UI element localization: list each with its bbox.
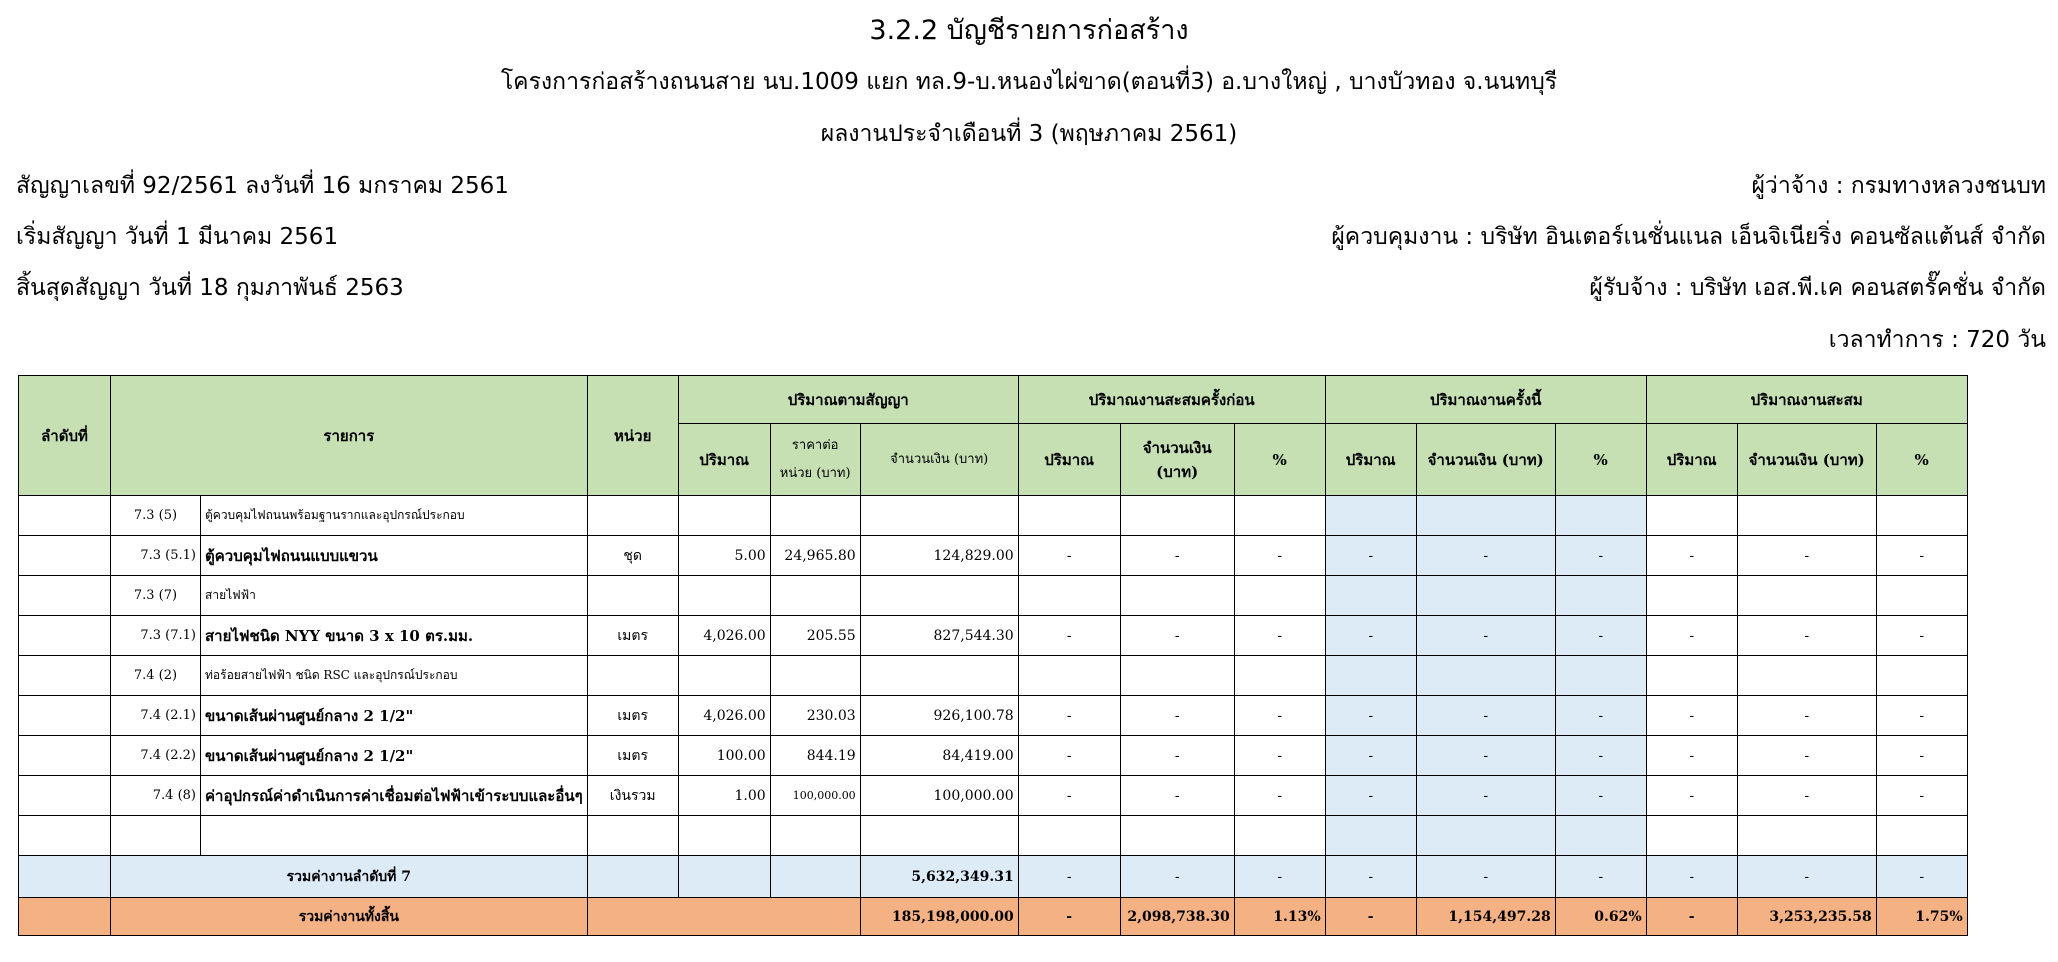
progress-cell: -	[1120, 696, 1234, 736]
bill-of-quantities-table: ลำดับที่ รายการ หน่วย ปริมาณตามสัญญา ปริมาณงานสะสมครั้งก่อน ปริมาณงานครั้งนี้ ปริมาณงานสะสม ปริมาณ ราคาต่อ หน่วย (บาท) จำนวนเงิน (บาท) ปริมาณ จำนวนเงิน (บาท) % ปริมาณ จำนวนเงิน (บาท) % ปริมาณ จำนวนเงิน (บาท) % 7.3 (5) ตู้ควบคุมไฟถนนพร้อมฐานรากและอุปกรณ์ประกอบ 7.3 (5.1) ตู้ควบคุมไฟถนนแบบแขวน ชุด 5.00 24,965.80 124,829.00 - - - - - - - - - 7.3 (7) สายไฟฟ้า 7.3 (7.1) สายไฟชนิด NYY ขนาด 3 x 10 ตร.มม. เมตร 4,026.00 205.55 827,544.30 - - - - - - - - - 7.4 (2) ท่อร้อยสายไฟฟ้า ชนิด RSC และอุปกรณ์ประกอบ 7.4 (2.1) ขนาดเส้นผ่านศูนย์กลาง 2 1/2" เมตร 4,026.00 230.03 926,100.78 - - - - - - - - - 7.4 (2.2) ขนาดเส้นผ่านศูนย์กลาง 2 1/2" เมตร 100.00 844.19 84,419.00 - - - - - - - - - 7.4 (8) ค่าอุปกรณ์ค่าดำเนินการค่าเชื่อมต่อไฟฟ้าเข้าระบบและอื่นๆ เงินรวม 1.00 100,000.00 100,000.00 - - - - - - - - - รวมค่างานลำดับที่ 7 5,632,349.31 - - - - - - - - - รวมค่างานทั้งสิ้น 185,198,000.00 - 2,098,738.30 1.13% - 1,154,497.28 0.62% - 3,253,235.58 1.75%	[18, 375, 1968, 936]
progress-cell: -	[1646, 736, 1737, 776]
progress-cell	[1416, 496, 1555, 536]
progress-cell: -	[1325, 536, 1416, 576]
progress-cell	[1234, 496, 1325, 536]
table-row	[19, 736, 1968, 776]
progress-cell	[1234, 576, 1325, 616]
progress-cell	[1555, 496, 1646, 536]
item-qty	[678, 656, 770, 696]
item-qty: 4,026.00	[678, 616, 770, 656]
progress-cell: -	[1737, 616, 1876, 656]
item-unit	[587, 576, 678, 616]
progress-cell: -	[1737, 736, 1876, 776]
item-amount	[860, 576, 1018, 616]
progress-cell	[1555, 576, 1646, 616]
item-amount: 124,829.00	[860, 536, 1018, 576]
header-qty: ปริมาณ	[1018, 424, 1120, 496]
progress-cell: -	[1876, 696, 1967, 736]
progress-cell	[1234, 656, 1325, 696]
header-unit: หน่วย	[587, 376, 678, 496]
progress-cell	[1325, 576, 1416, 616]
employer: ผู้ว่าจ้าง : กรมทางหลวงชนบท	[1751, 173, 2046, 199]
item-unit	[587, 496, 678, 536]
progress-cell	[1416, 656, 1555, 696]
table-row	[19, 776, 1968, 816]
item-unit-price: 844.19	[770, 736, 860, 776]
item-code: 7.3 (5.1)	[111, 536, 201, 576]
item-qty: 4,026.00	[678, 696, 770, 736]
progress-cell: -	[1646, 696, 1737, 736]
item-description: ท่อร้อยสายไฟฟ้า ชนิด RSC และอุปกรณ์ประกอบ	[201, 656, 588, 696]
progress-cell: -	[1325, 696, 1416, 736]
progress-cell: -	[1876, 616, 1967, 656]
item-code: 7.3 (7)	[111, 576, 201, 616]
progress-cell	[1416, 576, 1555, 616]
header-qty: ปริมาณ	[678, 424, 770, 496]
cumulative-total-amount: 3,253,235.58	[1737, 898, 1876, 936]
item-unit: เมตร	[587, 736, 678, 776]
contract-end: สิ้นสุดสัญญา วันที่ 18 กุมภาพันธ์ 2563	[16, 275, 404, 301]
progress-cell: -	[1325, 736, 1416, 776]
item-unit-price: 24,965.80	[770, 536, 860, 576]
header-amount: จำนวนเงิน (บาท)	[860, 424, 1018, 496]
page-title: 3.2.2 บัญชีรายการก่อสร้าง	[869, 15, 1189, 46]
item-unit-price	[770, 656, 860, 696]
header-contract-qty: ปริมาณตามสัญญา	[678, 376, 1018, 424]
cumulative-total-percent: 1.75%	[1876, 898, 1967, 936]
progress-cell: -	[1416, 776, 1555, 816]
progress-cell: -	[1876, 776, 1967, 816]
subtotal-amount: 5,632,349.31	[860, 856, 1018, 898]
this-period-total-amount: 1,154,497.28	[1416, 898, 1555, 936]
item-code: 7.3 (5)	[111, 496, 201, 536]
item-unit-price: 205.55	[770, 616, 860, 656]
header-unit-price: ราคาต่อ หน่วย (บาท)	[770, 424, 860, 496]
header-amount: จำนวนเงิน (บาท)	[1120, 424, 1234, 496]
progress-cell	[1018, 656, 1120, 696]
item-amount: 84,419.00	[860, 736, 1018, 776]
item-unit: เมตร	[587, 616, 678, 656]
item-amount	[860, 656, 1018, 696]
header-percent: %	[1234, 424, 1325, 496]
item-unit: เงินรวม	[587, 776, 678, 816]
progress-cell: -	[1120, 616, 1234, 656]
progress-cell	[1120, 576, 1234, 616]
progress-cell: -	[1120, 736, 1234, 776]
progress-cell	[1646, 496, 1737, 536]
progress-cell: -	[1416, 696, 1555, 736]
header-previous-cumulative: ปริมาณงานสะสมครั้งก่อน	[1018, 376, 1325, 424]
contractor: ผู้รับจ้าง : บริษัท เอส.พี.เค คอนสตรั๊คชั่น จำกัด	[1589, 275, 2046, 301]
progress-cell: -	[1018, 616, 1120, 656]
progress-cell: -	[1416, 616, 1555, 656]
header-percent: %	[1876, 424, 1967, 496]
item-unit: ชุด	[587, 536, 678, 576]
progress-cell: -	[1325, 616, 1416, 656]
header-amount: จำนวนเงิน (บาท)	[1737, 424, 1876, 496]
item-qty: 100.00	[678, 736, 770, 776]
grand-total-label: รวมค่างานทั้งสิ้น	[111, 898, 588, 936]
item-code: 7.4 (2.1)	[111, 696, 201, 736]
progress-cell: -	[1234, 536, 1325, 576]
table-row	[19, 616, 1968, 656]
progress-cell: -	[1737, 536, 1876, 576]
progress-cell: -	[1234, 776, 1325, 816]
this-period-total-percent: 0.62%	[1555, 898, 1646, 936]
progress-cell	[1018, 576, 1120, 616]
progress-cell: -	[1737, 696, 1876, 736]
contract-start: เริ่มสัญญา วันที่ 1 มีนาคม 2561	[16, 224, 339, 250]
empty-row	[19, 816, 1968, 856]
item-code: 7.4 (2)	[111, 656, 201, 696]
progress-cell: -	[1120, 536, 1234, 576]
table-row	[19, 656, 1968, 696]
progress-cell: -	[1018, 696, 1120, 736]
table-row	[19, 576, 1968, 616]
progress-cell: -	[1325, 776, 1416, 816]
progress-cell	[1646, 656, 1737, 696]
subtotal-label: รวมค่างานลำดับที่ 7	[111, 856, 588, 898]
progress-cell: -	[1018, 736, 1120, 776]
previous-total-amount: 2,098,738.30	[1120, 898, 1234, 936]
progress-cell	[1876, 576, 1967, 616]
progress-cell	[1737, 576, 1876, 616]
item-unit-price: 230.03	[770, 696, 860, 736]
header-qty: ปริมาณ	[1646, 424, 1737, 496]
item-code: 7.3 (7.1)	[111, 616, 201, 656]
progress-cell: -	[1555, 536, 1646, 576]
progress-cell: -	[1416, 536, 1555, 576]
progress-cell: -	[1646, 616, 1737, 656]
report-period: ผลงานประจำเดือนที่ 3 (พฤษภาคม 2561)	[820, 121, 1238, 147]
progress-cell	[1876, 656, 1967, 696]
work-duration: เวลาทำการ : 720 วัน	[1828, 327, 2046, 353]
item-unit-price	[770, 496, 860, 536]
item-description: ตู้ควบคุมไฟถนนพร้อมฐานรากและอุปกรณ์ประกอบ	[201, 496, 588, 536]
item-amount: 926,100.78	[860, 696, 1018, 736]
progress-cell: -	[1234, 616, 1325, 656]
item-description: ขนาดเส้นผ่านศูนย์กลาง 2 1/2"	[201, 696, 588, 736]
header-qty: ปริมาณ	[1325, 424, 1416, 496]
progress-cell: -	[1555, 776, 1646, 816]
header-percent: %	[1555, 424, 1646, 496]
progress-cell: -	[1018, 536, 1120, 576]
progress-cell	[1325, 656, 1416, 696]
item-amount: 100,000.00	[860, 776, 1018, 816]
table-row	[19, 696, 1968, 736]
supervisor: ผู้ควบคุมงาน : บริษัท อินเตอร์เนชั่นแนล เอ็นจิเนียริ่ง คอนซัลแต้นส์ จำกัด	[1331, 224, 2046, 250]
item-description: ขนาดเส้นผ่านศูนย์กลาง 2 1/2"	[201, 736, 588, 776]
progress-cell	[1876, 496, 1967, 536]
item-qty	[678, 576, 770, 616]
table-row	[19, 496, 1968, 536]
progress-cell: -	[1416, 736, 1555, 776]
item-amount	[860, 496, 1018, 536]
table-row	[19, 536, 1968, 576]
item-description: สายไฟชนิด NYY ขนาด 3 x 10 ตร.มม.	[201, 616, 588, 656]
item-description: ค่าอุปกรณ์ค่าดำเนินการค่าเชื่อมต่อไฟฟ้าเข้าระบบและอื่นๆ	[201, 776, 588, 816]
progress-cell	[1737, 496, 1876, 536]
grand-total-amount: 185,198,000.00	[860, 898, 1018, 936]
item-description: ตู้ควบคุมไฟถนนแบบแขวน	[201, 536, 588, 576]
project-name: โครงการก่อสร้างถนนสาย นบ.1009 แยก ทล.9-บ.หนองไผ่ขาด(ตอนที่3) อ.บางใหญ่ , บางบัวทอง จ.นนทบุรี	[500, 69, 1558, 95]
previous-total-percent: 1.13%	[1234, 898, 1325, 936]
progress-cell	[1018, 496, 1120, 536]
progress-cell	[1646, 576, 1737, 616]
progress-cell: -	[1876, 536, 1967, 576]
progress-cell: -	[1555, 736, 1646, 776]
progress-cell: -	[1646, 536, 1737, 576]
progress-cell: -	[1555, 616, 1646, 656]
progress-cell: -	[1646, 776, 1737, 816]
progress-cell: -	[1018, 776, 1120, 816]
item-unit: เมตร	[587, 696, 678, 736]
progress-cell	[1555, 656, 1646, 696]
item-unit	[587, 656, 678, 696]
progress-cell: -	[1555, 696, 1646, 736]
header-this-period: ปริมาณงานครั้งนี้	[1325, 376, 1646, 424]
item-unit-price	[770, 576, 860, 616]
contract-number: สัญญาเลขที่ 92/2561 ลงวันที่ 16 มกราคม 2561	[16, 173, 509, 199]
item-code: 7.4 (2.2)	[111, 736, 201, 776]
item-qty	[678, 496, 770, 536]
progress-cell	[1120, 656, 1234, 696]
progress-cell: -	[1120, 776, 1234, 816]
item-description: สายไฟฟ้า	[201, 576, 588, 616]
progress-cell	[1120, 496, 1234, 536]
progress-cell	[1737, 656, 1876, 696]
item-qty: 1.00	[678, 776, 770, 816]
progress-cell: -	[1234, 736, 1325, 776]
progress-cell: -	[1234, 696, 1325, 736]
item-code: 7.4 (8)	[111, 776, 201, 816]
header-cumulative: ปริมาณงานสะสม	[1646, 376, 1967, 424]
progress-cell: -	[1876, 736, 1967, 776]
header-no: ลำดับที่	[19, 376, 111, 496]
header-amount: จำนวนเงิน (บาท)	[1416, 424, 1555, 496]
progress-cell: -	[1737, 776, 1876, 816]
item-qty: 5.00	[678, 536, 770, 576]
item-unit-price: 100,000.00	[770, 776, 860, 816]
progress-cell	[1325, 496, 1416, 536]
item-amount: 827,544.30	[860, 616, 1018, 656]
header-item: รายการ	[111, 376, 588, 496]
